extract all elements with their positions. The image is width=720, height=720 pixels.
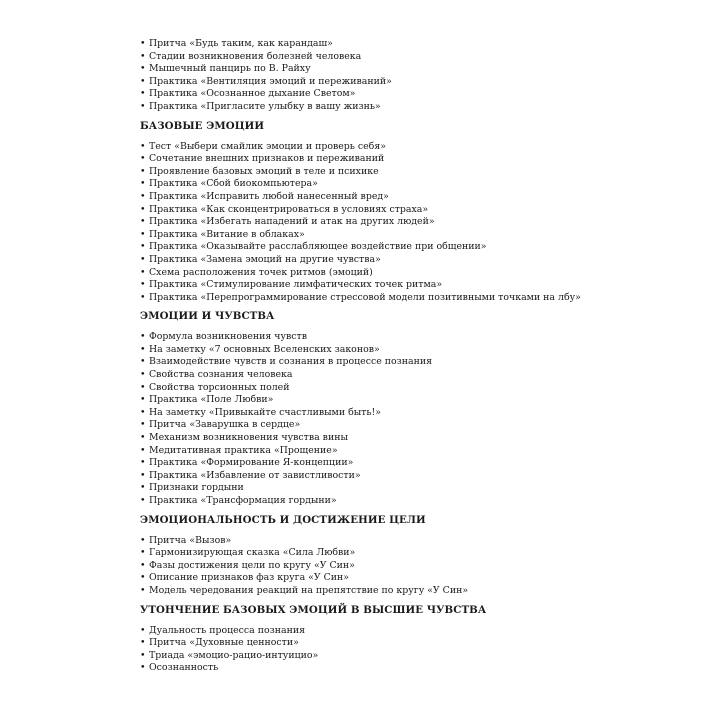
bullet-icon: • — [140, 394, 146, 406]
section-basic-emotions — [140, 120, 710, 305]
list-item — [140, 241, 710, 254]
bullet-icon: • — [140, 331, 146, 343]
bullet-icon: • — [140, 228, 146, 240]
list-item-text: Практика «Осознанное дыхание Светом» — [149, 88, 356, 100]
bullet-icon: • — [140, 165, 146, 177]
list-item-text: Притча «Будь таким, как карандаш» — [149, 38, 333, 49]
bullet-icon: • — [140, 559, 146, 571]
item-list — [140, 38, 710, 114]
list-item-text: Практика «Пригласите улыбку в вашу жизнь» — [149, 100, 381, 112]
list-item-text: Модель чередования реакций на препятствие по кругу «У Син» — [149, 584, 469, 596]
list-item-text: Притча «Вызов» — [149, 534, 232, 546]
bullet-icon: • — [140, 50, 146, 62]
list-item — [140, 535, 710, 548]
bullet-icon: • — [140, 432, 146, 444]
item-list — [140, 625, 710, 675]
bullet-icon: • — [140, 637, 146, 649]
bullet-icon: • — [140, 406, 146, 418]
list-item — [140, 204, 710, 217]
list-item-text: Практика «Избегать нападений и атак на других людей» — [149, 216, 435, 228]
list-item — [140, 369, 710, 382]
bullet-icon: • — [140, 253, 146, 265]
item-list — [140, 535, 710, 598]
bullet-icon: • — [140, 140, 146, 152]
list-item — [140, 637, 710, 650]
bullet-icon: • — [140, 662, 146, 674]
bullet-icon: • — [140, 381, 146, 393]
list-item — [140, 101, 710, 114]
list-item-text: Формула возникновения чувств — [149, 331, 307, 343]
list-item — [140, 432, 710, 445]
list-item-text: Свойства торсионных полей — [149, 381, 290, 393]
list-item-text: Практика «Поле Любви» — [149, 394, 274, 406]
bullet-icon: • — [140, 190, 146, 202]
list-item-text: Медитативная практика «Прощение» — [149, 444, 338, 456]
section-heading: ЭМОЦИИ И ЧУВСТВА — [140, 310, 275, 323]
section-continuation — [140, 38, 710, 114]
list-item-text: Практика «Оказывайте расслабляющее воздействие при общении» — [149, 241, 487, 253]
list-item-text: Взаимодействие чувств и сознания в процессе познания — [149, 356, 433, 368]
bullet-icon: • — [140, 457, 146, 469]
list-item — [140, 585, 710, 598]
list-item-text: Практика «Трансформация гордыни» — [149, 495, 337, 506]
list-item — [140, 356, 710, 369]
bullet-icon: • — [140, 482, 146, 494]
list-item — [140, 419, 710, 432]
bullet-icon: • — [140, 100, 146, 112]
bullet-icon: • — [140, 266, 146, 278]
item-list — [140, 331, 710, 507]
list-item-text: Фазы достижения цели по кругу «У Син» — [149, 559, 355, 571]
list-item-text: Практика «Избавление от завистливости» — [149, 469, 361, 481]
list-item-text: Практика «Как сконцентрироваться в условиях страха» — [149, 203, 429, 215]
list-item — [140, 572, 710, 585]
list-item — [140, 495, 710, 508]
item-list — [140, 141, 710, 305]
list-item — [140, 547, 710, 560]
bullet-icon: • — [140, 343, 146, 355]
list-item-text: Притча «Заварушка в сердце» — [149, 419, 301, 431]
list-item — [140, 292, 710, 305]
bullet-icon: • — [140, 88, 146, 100]
bullet-icon: • — [140, 279, 146, 291]
bullet-icon: • — [140, 572, 146, 584]
list-item — [140, 51, 710, 64]
list-item-text: Проявление базовых эмоций в теле и психике — [149, 165, 379, 177]
bullet-icon: • — [140, 178, 146, 190]
section-heading: ЭМОЦИОНАЛЬНОСТЬ И ДОСТИЖЕНИЕ ЦЕЛИ — [140, 513, 426, 526]
list-item-text: Мышечный панцирь по В. Райху — [149, 63, 311, 75]
section-emotions-and-feelings — [140, 310, 710, 507]
list-item — [140, 344, 710, 357]
table-of-contents-page — [140, 38, 710, 675]
list-item-text: Практика «Замена эмоций на другие чувства» — [149, 253, 381, 265]
list-item-text: На заметку «7 основных Вселенских законов» — [149, 343, 380, 355]
bullet-icon: • — [140, 38, 146, 49]
bullet-icon: • — [140, 495, 146, 506]
list-item-text: Признаки гордыни — [149, 482, 244, 494]
list-item — [140, 650, 710, 663]
list-item — [140, 331, 710, 344]
list-item-text: Триада «эмоцио-рацио-интуицио» — [149, 649, 319, 661]
list-item-text: Дуальность процесса познания — [149, 624, 305, 636]
list-item — [140, 178, 710, 191]
list-item — [140, 394, 710, 407]
bullet-icon: • — [140, 369, 146, 381]
list-item-text: Практика «Формирование Я-концепции» — [149, 457, 354, 469]
list-item — [140, 254, 710, 267]
bullet-icon: • — [140, 216, 146, 228]
list-item — [140, 382, 710, 395]
list-item-text: Свойства сознания человека — [149, 369, 293, 381]
bullet-icon: • — [140, 203, 146, 215]
list-item — [140, 216, 710, 229]
list-item — [140, 153, 710, 166]
list-item-text: Практика «Вентиляция эмоций и переживаний» — [149, 75, 392, 87]
list-item — [140, 560, 710, 573]
bullet-icon: • — [140, 241, 146, 253]
list-item-text: Практика «Исправить любой нанесенный вред» — [149, 190, 389, 202]
list-item — [140, 279, 710, 292]
list-item — [140, 407, 710, 420]
list-item — [140, 482, 710, 495]
section-heading: УТОНЧЕНИЕ БАЗОВЫХ ЭМОЦИЙ В ВЫСШИЕ ЧУВСТВА — [140, 603, 487, 616]
list-item — [140, 229, 710, 242]
list-item-text: Практика «Перепрограммирование стрессовой модели позитивными точками на лбу» — [149, 291, 581, 303]
bullet-icon: • — [140, 63, 146, 75]
bullet-icon: • — [140, 547, 146, 559]
list-item-text: Схема расположения точек ритмов (эмоций) — [149, 266, 373, 278]
list-item-text: Осознанность — [149, 662, 219, 674]
list-item — [140, 76, 710, 89]
list-item-text: Притча «Духовные ценности» — [149, 637, 299, 649]
bullet-icon: • — [140, 153, 146, 165]
list-item — [140, 191, 710, 204]
list-item — [140, 625, 710, 638]
bullet-icon: • — [140, 584, 146, 596]
list-item — [140, 38, 710, 51]
bullet-icon: • — [140, 419, 146, 431]
bullet-icon: • — [140, 356, 146, 368]
bullet-icon: • — [140, 75, 146, 87]
list-item-text: На заметку «Привыкайте счастливыми быть!» — [149, 406, 381, 418]
list-item — [140, 457, 710, 470]
list-item — [140, 445, 710, 458]
list-item — [140, 267, 710, 280]
list-item — [140, 662, 710, 675]
list-item-text: Описание признаков фаз круга «У Син» — [149, 572, 350, 584]
bullet-icon: • — [140, 534, 146, 546]
bullet-icon: • — [140, 291, 146, 303]
section-emotionality-and-goals — [140, 514, 710, 598]
list-item — [140, 63, 710, 76]
bullet-icon: • — [140, 649, 146, 661]
section-refining-emotions — [140, 604, 710, 675]
list-item-text: Практика «Стимулирование лимфатических точек ритма» — [149, 279, 443, 291]
list-item-text: Тест «Выбери смайлик эмоции и проверь себя» — [149, 140, 386, 152]
list-item — [140, 141, 710, 154]
list-item-text: Практика «Сбой биокомпьютера» — [149, 178, 318, 190]
section-heading: БАЗОВЫЕ ЭМОЦИИ — [140, 119, 265, 132]
list-item-text: Сочетание внешних признаков и переживаний — [149, 153, 385, 165]
list-item — [140, 470, 710, 483]
list-item — [140, 88, 710, 101]
list-item-text: Стадии возникновения болезней человека — [149, 50, 362, 62]
list-item-text: Механизм возникновения чувства вины — [149, 432, 348, 444]
bullet-icon: • — [140, 444, 146, 456]
bullet-icon: • — [140, 469, 146, 481]
list-item — [140, 166, 710, 179]
bullet-icon: • — [140, 624, 146, 636]
list-item-text: Гармонизирующая сказка «Сила Любви» — [149, 547, 356, 559]
list-item-text: Практика «Витание в облаках» — [149, 228, 305, 240]
